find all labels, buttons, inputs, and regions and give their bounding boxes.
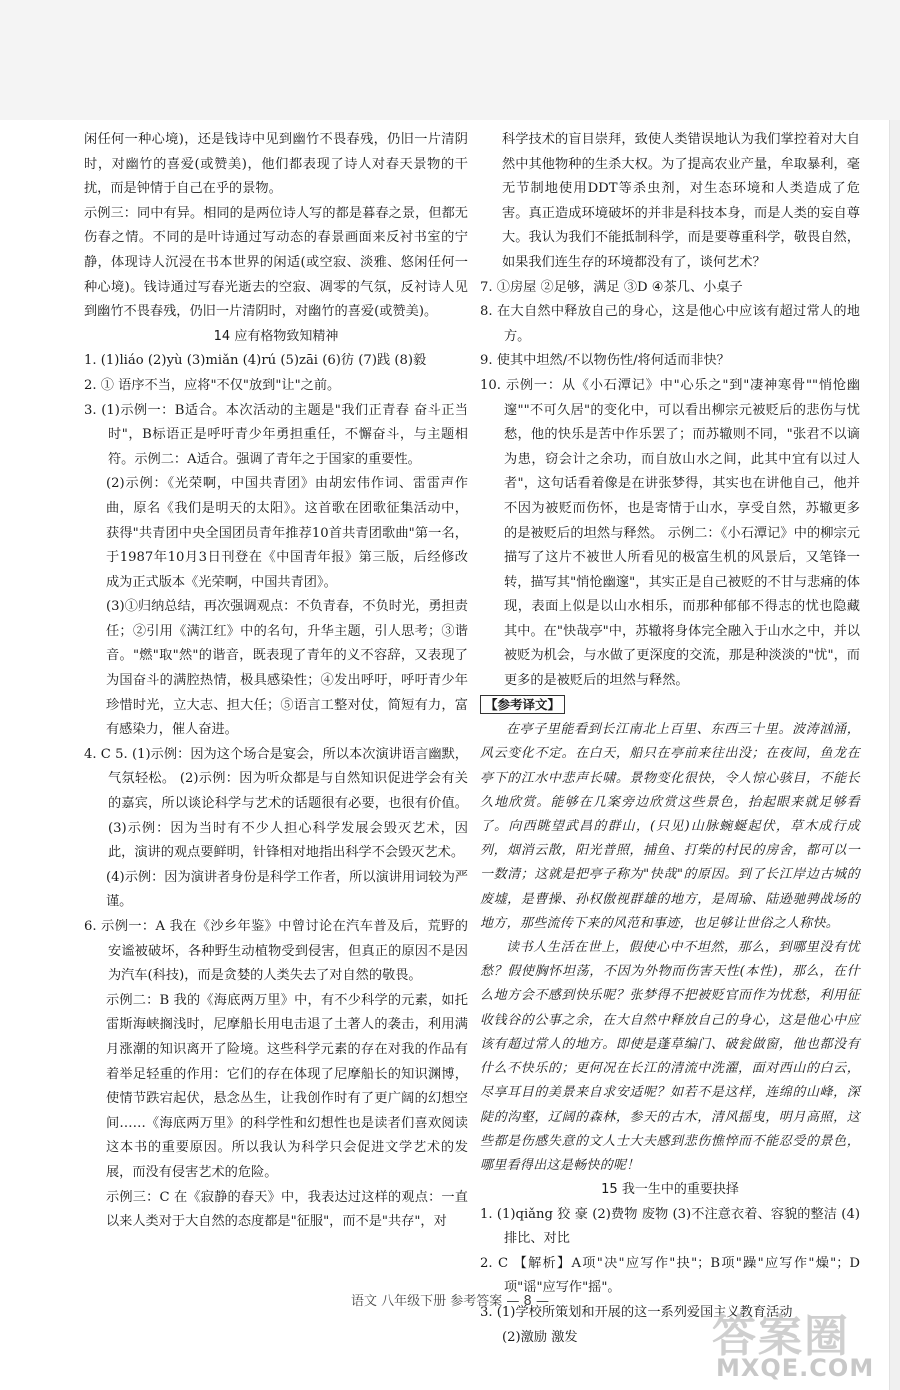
page-edge [889,120,900,1390]
answer-paragraph: 2. ① 语序不当，应将"不仅"放到"让"之前。 [84,377,341,393]
right-column [480,128,860,1350]
answer-paragraph: 读书人生活在世上，假使心中不坦然，那么，到哪里没有忧愁？假使胸怀坦荡，不因为外物而伤害天性(本性)，那么，在什么地方会不感到快乐呢？张梦得不把被贬官而作为忧愁，利用征收钱谷的公事之余，在大自然中释放自己的身心，这是他心中应该有超过常人的地方。即使是蓬草编门、破瓮做窗，他也都没有什么不快乐的；更何况在长江的清流中洗濯，面对西山的白云，尽享耳目的美景来自求安适呢？如若不是这样，连绵的山峰，深陡的沟壑，辽阔的森林，参天的古木，清风摇曳，明月高照，这些都是伤感失意的文人士大夫感到悲伤憔悴而不能忍受的景色，哪里看得出这是畅快的呢！ [480,940,860,1173]
answer-paragraph: 4. C 5. (1)示例：因为这个场合是宴会，所以本次演讲语言幽默，气氛轻松。 (2)示例：因为听众都是与自然知识促进学会有关的嘉宾，所以谈论科学与艺术的话题很有必要，也很有价值。 (3)示例：因为当时有不少人担心科学发展会毁灭艺术，因此，演讲的观点要鲜明，针锋相对地指出科学不会毁灭艺术。 [84,746,468,861]
answer-paragraph: 示例二：B 我的《海底两万里》中，有不少科学的元素，如托雷斯海峡搁浅时，尼摩船长用电击退了土著人的袭击，利用满月涨潮的知识离开了险境。这些科学元素的存在对我的作品有着举足轻重的作用：它们的存在体现了尼摩船长的知识渊博，使情节跌宕起伏，悬念丛生，让我创作时有了更广阔的幻想空间……《海底两万里》的科学性和幻想性也是读者们喜欢阅读这本书的重要原因。所以我认为科学只会促进文学艺术的发展，而没有侵害艺术的危险。 [106,992,468,1180]
answer-paragraph: 6. 示例一：A 我在《沙乡年鉴》中曾讨论在汽车普及后，荒野的安谧被破坏，各种野生动植物受到侵害，但真正的原因不是因为汽车(科技)，而是贪婪的人类失去了对自然的敬畏。 [84,919,468,984]
watermark-logo [712,1300,882,1382]
answer-paragraph: 8. 在大自然中释放自己的身心，这是他心中应该有超过常人的地方。 [480,304,860,344]
answer-paragraph: (3)①归纳总结，再次强调观点：不负青春，不负时光，勇担责任；②引用《满江红》中的名句，升华主题，引人思考；③谐音。"燃"取"然"的谐音，既表现了青年的义不容辞，又表现了为国奋斗的满腔热情，极具感染性；④发出呼吁，呼吁青少年珍惜时光，立大志、担大任；⑤语言工整对仗，简短有力，富有感染力，催人奋进。 [106,599,468,738]
page-footer: 语文 八年级下册 参考答案 — 8 — [351,1294,549,1309]
answer-paragraph: 1. (1)liáo (2)yù (3)miǎn (4)rú (5)zāi (6)彷 (7)践 (8)毅 [84,353,427,369]
watermark-text: 答案圈 [712,1311,850,1362]
answer-paragraph: 示例三：C 在《寂静的春天》中，我表达过这样的观点：一直以来人类对于大自然的态度都是"征服"，而不是"共存"，对 [106,1189,468,1230]
answer-paragraph: 示例三：同中有异。相同的是两位诗人写的都是暮春之景，但都无伤春之情。不同的是叶诗通过写动态的春景画面来反衬书室的宁静，体现诗人沉浸在书本世界的闲适(或空寂、淡雅、悠闲任何一种心境)。钱诗通过写春光逝去的空寂、凋零的气氛，反衬诗人见到幽竹不畏春残，仍旧一片清阴时，对幽竹的喜爱(或赞美)。 [84,205,468,320]
answer-paragraph: 10. 示例一：从《小石潭记》中"心乐之"到"凄神寒骨""悄怆幽邃""不可久居"的变化中，可以看出柳宗元被贬后的悲伤与忧愁，他的快乐是苦中作乐罢了；而苏辙则不同，"张君不以谪为患，窃会计之余功，而自放山水之间，此其中宜有以过人者"，这句话看着像是在讲张梦得，其实也在讲他自己，他并不因为被贬而伤怀，也是寄情于山水，享受自然，苏辙更多的是被贬后的坦然与释然。 示例二：《小石潭记》中的柳宗元描写了这片不被世人所看见的极富生机的风景后，又笔锋一转，描写其"悄怆幽邃"，其实正是自己被贬的不甘与悲痛的体现，表面上似是以山水相乐，而那种郁郁不得志的忧也隐藏其中。在"快哉亭"中，苏辙将身体完全融入于山水之中，并以被贬为机会，与水做了更深度的交流，那是种淡淡的"忧"，而更多的是被贬后的坦然与释然。 [480,377,860,689]
answer-paragraph: 闲任何一种心境)，还是钱诗中见到幽竹不畏春残，仍旧一片清阴时，对幽竹的喜爱(或赞美)，他们都表现了诗人对春天景物的干扰，而是钟情于自己在乎的景物。 [84,132,468,197]
answer-paragraph: 3. (1)示例一：B适合。本次活动的主题是"我们正青春 奋斗正当时"，B标语正是呼吁青少年勇担重任，不懈奋斗，与主题相符。示例二：A适合。强调了青年之于国家的重要性。 [84,402,468,467]
section-heading: 14 应有格物致知精神 [213,328,339,344]
section-heading: 15 我一生中的重要抉择 [601,1182,739,1198]
answer-paragraph: 2. C 【解析】A项"决"应写作"抉"；B项"躁"应写作"燥"；D项"谣"应写作"摇"。 [480,1255,860,1296]
answer-paragraph: 科学技术的盲目崇拜，致使人类错误地认为我们掌控着对大自然中其他物种的生杀大权。为了提高农业产量，牟取暴利，毫无节制地使用DDT等杀虫剂，对生态环境和人类造成了危害。真正造成环境破坏的并非是科技本身，而是人类的妄自尊大。我认为我们不能抵制科学，而是要尊重科学，敬畏自然，如果我们连生存的环境都没有了，谈何艺术？ [502,132,860,270]
answer-paragraph: (2)激励 激发 [502,1329,578,1345]
answer-paragraph: 在亭子里能看到长江南北上百里、东西三十里。波涛汹涌，风云变化不定。在白天，船只在亭前来往出没；在夜间，鱼龙在亭下的江水中悲声长啸。景物变化很快，令人惊心骇目，不能长久地欣赏。能够在几案旁边欣赏这些景色，抬起眼来就足够看了。向西眺望武昌的群山，(只见)山脉蜿蜒起伏，草木成行成列，烟消云散，阳光普照，捕鱼、打柴的村民的房舍，都可以一一数清；这就是把亭子称为"快哉"的原因。到了长江岸边古城的废墟，是曹操、孙权傲视群雄的地方，是周瑜、陆逊驰骋战场的地方，那些流传下来的风范和事迹，也足够让世俗之人称快。 [480,722,860,931]
answer-paragraph: 3. (1)学校所策划和开展的这一系列爱国主义教育活动 [480,1305,793,1321]
answer-paragraph: (2)示例：《光荣啊，中国共青团》由胡宏伟作词、雷雷声作曲，原名《我们是明天的太阳》。这首歌在团歌征集活动中，获得"共青团中央全国团员青年推荐10首共青团歌曲"第一名，于1987年10月3日刊登在《中国青年报》第三版，后经修改成为正式版本《光荣啊，中国共青团》。 [106,476,468,590]
page-top-margin [0,0,900,120]
answer-paragraph: (4)示例：因为演讲者身份是科学工作者，所以演讲用词较为严谨。 [106,869,468,910]
answer-paragraph: 7. ①房屋 ②足够，满足 ③D ④茶几、小桌子 [480,279,743,295]
watermark-url: MXQE.COM [716,1354,875,1382]
answer-paragraph: 1. (1)qiǎng 狡 豪 (2)费物 废物 (3)不注意衣着、容貌的整洁 (4)排比、对比 [480,1206,860,1247]
answer-paragraph: 9. 使其中坦然/不以物伤性/将何适而非快？ [480,353,730,369]
left-column [84,128,468,1235]
translation-tag: 【参考译文】 [480,695,565,714]
